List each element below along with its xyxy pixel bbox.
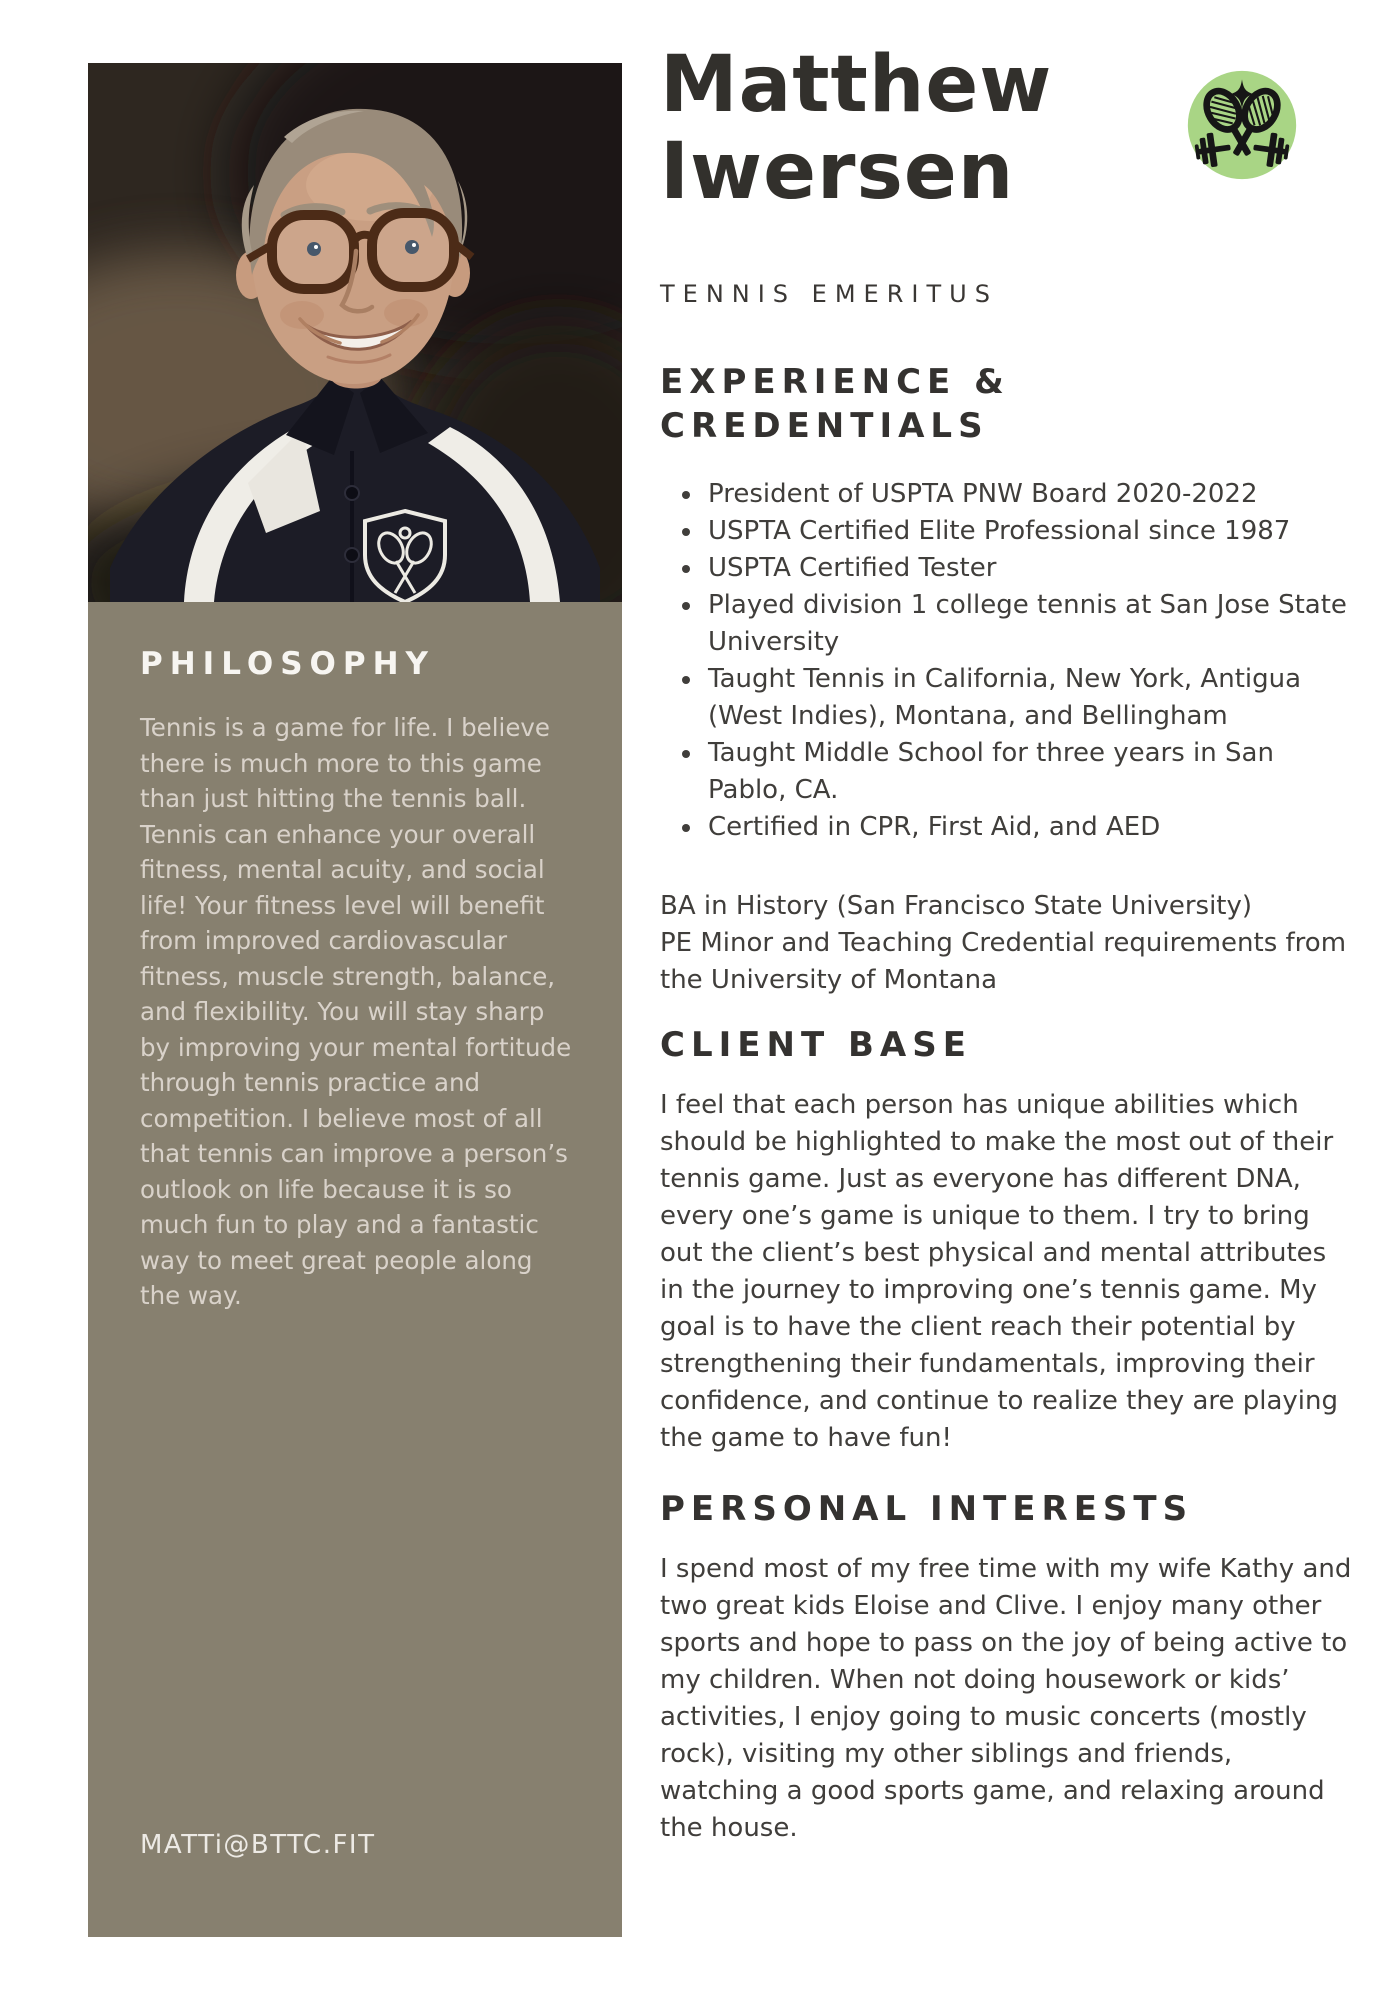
list-item: • USPTA Certified Elite Professional since 1987: [704, 513, 1352, 550]
experience-heading: EXPERIENCE & CREDENTIALS: [660, 362, 1010, 446]
education-block: [660, 888, 1352, 999]
list-item: • USPTA Certified Tester: [704, 550, 1352, 587]
philosophy-text: Tennis is a game for life. I believe there is much more to this game than just hitting the tennis ball. Tennis can enhance your overall fitness, mental acuity, and social life! Your fitness level will benefit from improved cardiovascular fitness, muscle strength, balance, and flexibility. You will stay sharp by improving your mental fortitude through tennis practice and competition. I believe most of all that tennis can improve a person’s outlook on life because it is so much fun to play and a fantastic way to meet great people along the way.: [140, 713, 572, 1310]
client-base-heading: CLIENT BASE: [660, 1025, 972, 1065]
list-item: • Taught Tennis in California, New York, Antigua (West Indies), Montana, and Bellingham: [704, 661, 1352, 735]
profile-role: TENNIS EMERITUS: [660, 280, 998, 308]
philosophy-panel: [88, 602, 622, 1937]
main-content: [660, 0, 1352, 1847]
personal-interests-text: I spend most of my free time with my wife Kathy and two great kids Eloise and Clive. I enjoy many other sports and hope to pass on the joy of being active to my children. When not doing housework or kids’ activities, I enjoy going to music concerts (mostly rock), visiting my other siblings and friends, watching a good sports game, and relaxing around the house.: [660, 1554, 1352, 1843]
philosophy-heading: PHILOSOPHY: [140, 646, 435, 682]
list-item: • Certified in CPR, First Aid, and AED: [704, 809, 1352, 846]
list-item: • Taught Middle School for three years in San Pablo, CA.: [704, 735, 1352, 809]
profile-photo: [88, 63, 622, 602]
education-line: BA in History (San Francisco State University): [660, 891, 1253, 921]
experience-list: [660, 476, 1352, 846]
client-base-text: I feel that each person has unique abilities which should be highlighted to make the most out of their tennis game. Just as everyone has different DNA, every one’s game is unique to them. I try to bring out the client’s best physical and mental attributes in the journey to improving one’s tennis game. My goal is to have the client reach their potential by strengthening their fundamentals, improving their confidence, and continue to realize they are playing the game to have fun!: [660, 1090, 1339, 1453]
email-text: MATTi@BTTC.FIT: [140, 1830, 376, 1860]
list-item: • President of USPTA PNW Board 2020-2022: [704, 476, 1352, 513]
list-item: • Played division 1 college tennis at San Jose State University: [704, 587, 1352, 661]
portrait-illustration: [88, 63, 622, 602]
page-title: Matthew Iwersen: [660, 40, 1053, 217]
education-line: PE Minor and Teaching Credential requirements from the University of Montana: [660, 928, 1347, 995]
personal-interests-heading: PERSONAL INTERESTS: [660, 1489, 1194, 1529]
